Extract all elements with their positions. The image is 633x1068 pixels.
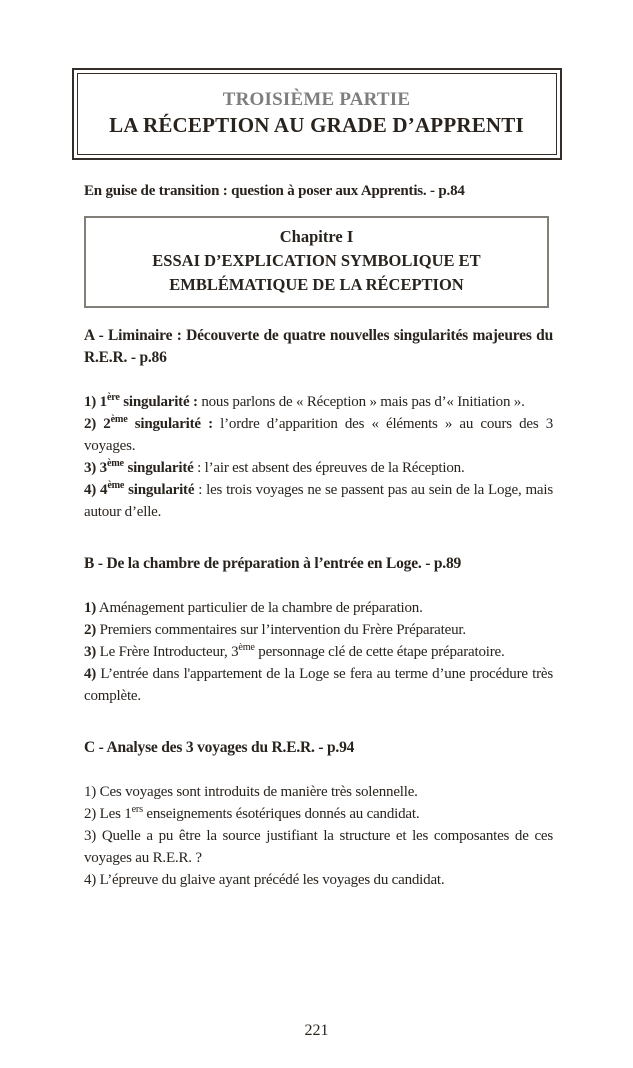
part-title-box-inner <box>77 73 557 155</box>
section-b-items <box>84 597 553 707</box>
page-number: 221 <box>304 1022 329 1039</box>
section-b-heading: B - De la chambre de préparation à l’entrée en Loge. - p.89 <box>84 555 462 572</box>
section-a <box>84 325 553 523</box>
section-a-items <box>84 391 553 523</box>
toc-item: 2) Les 1ers enseignements ésotériques donnés au candidat. <box>84 804 420 822</box>
section-c-heading: C - Analyse des 3 voyages du R.E.R. - p.94 <box>84 739 355 756</box>
toc-item: 1) Ces voyages sont introduits de manière très solennelle. <box>84 784 418 800</box>
toc-item: 4) L’épreuve du glaive ayant précédé les voyages du candidat. <box>84 872 445 888</box>
toc-item: 1) Aménagement particulier de la chambre de préparation. <box>84 600 423 616</box>
toc-item: 2) 2ème singularité : l’ordre d’apparition des « éléments » au cours des 3 voyages. <box>84 414 553 454</box>
section-b <box>84 553 553 707</box>
toc-item: 2) Premiers commentaires sur l’intervention du Frère Préparateur. <box>84 622 466 638</box>
toc-item: 4) L’entrée dans l'appartement de la Loge se fera au terme d’une procédure très complète. <box>84 666 553 704</box>
chapter-box <box>84 216 549 308</box>
toc-item: 3) Quelle a pu être la source justifiant la structure et les composantes de ces voyages au R.E.R. ? <box>84 828 553 866</box>
part-title-box <box>72 68 562 160</box>
part-title: LA RÉCEPTION AU GRADE D’APPRENTI <box>109 113 524 137</box>
chapter-title-line2: EMBLÉMATIQUE DE LA RÉCEPTION <box>169 275 464 294</box>
toc-item: 3) Le Frère Introducteur, 3ème personnage clé de cette étape préparatoire. <box>84 642 505 660</box>
toc-item: 4) 4ème singularité : les trois voyages ne se passent pas au sein de la Loge, mais autour d’elle. <box>84 480 553 520</box>
toc-item: 3) 3ème singularité : l’air est absent des épreuves de la Réception. <box>84 458 465 476</box>
section-a-heading: A - Liminaire : Découverte de quatre nouvelles singularités majeures du R.E.R. - p.86 <box>84 327 553 366</box>
chapter-title-line1: ESSAI D’EXPLICATION SYMBOLIQUE ET <box>152 251 481 270</box>
book-page <box>0 68 633 1068</box>
toc-item: 1) 1ère singularité : nous parlons de « Réception » mais pas d’« Initiation ». <box>84 392 525 410</box>
part-kicker: TROISIÈME PARTIE <box>222 89 411 110</box>
transition-line: En guise de transition : question à poser aux Apprentis. - p.84 <box>84 183 465 199</box>
chapter-label: Chapitre I <box>279 227 354 246</box>
section-c-items <box>84 781 553 891</box>
section-c <box>84 737 553 891</box>
